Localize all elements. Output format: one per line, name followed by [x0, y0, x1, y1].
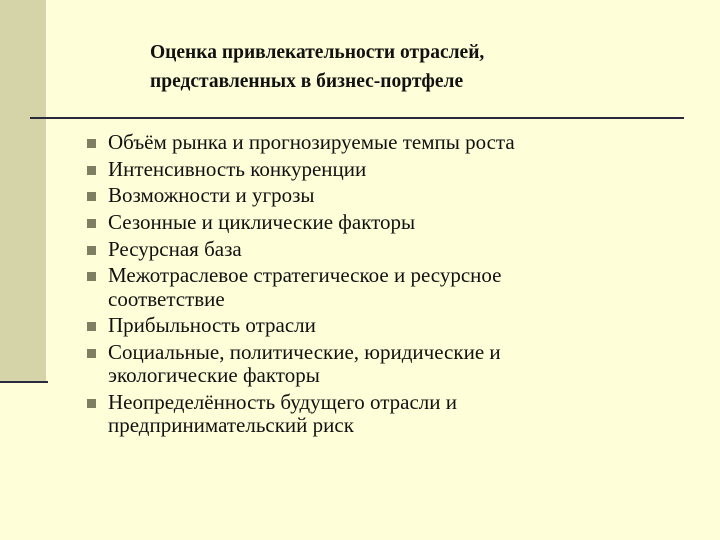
bullet-item	[87, 264, 707, 311]
square-bullet-icon	[87, 272, 96, 281]
bullet-text: Возможности и угрозы	[108, 183, 315, 208]
bullet-item	[87, 341, 707, 388]
bullet-text: Сезонные и циклические факторы	[108, 210, 416, 235]
title-divider	[30, 117, 684, 119]
bullet-text: Прибыльность отрасли	[108, 313, 316, 338]
slide-title-line-2: представленных в бизнес-портфеле	[150, 71, 464, 92]
bullet-item	[87, 238, 707, 261]
square-bullet-icon	[87, 139, 96, 148]
slide-title-line-1: Оценка привлекательности отраслей,	[150, 42, 485, 63]
bullet-text: Интенсивность конкуренции	[108, 156, 367, 181]
bullet-item	[87, 314, 707, 337]
square-bullet-icon	[87, 349, 96, 358]
bullet-text: Межотраслевое стратегическое и ресурсное	[108, 263, 502, 288]
bullet-text: Неопределённость будущего отрасли и	[108, 390, 457, 415]
bullet-item	[87, 158, 707, 181]
decorative-side-bar	[0, 0, 46, 382]
bullet-text: Социальные, политические, юридические и	[108, 340, 501, 365]
side-bar-underline	[0, 381, 48, 383]
square-bullet-icon	[87, 399, 96, 408]
bullet-list	[87, 131, 707, 441]
bullet-item	[87, 131, 707, 154]
square-bullet-icon	[87, 246, 96, 255]
bullet-text: Ресурсная база	[108, 236, 242, 261]
square-bullet-icon	[87, 166, 96, 175]
square-bullet-icon	[87, 219, 96, 228]
bullet-item	[87, 211, 707, 234]
slide-title	[150, 38, 670, 96]
square-bullet-icon	[87, 192, 96, 201]
bullet-text-continuation: предпринимательский риск	[108, 413, 354, 438]
bullet-item	[87, 391, 707, 438]
square-bullet-icon	[87, 322, 96, 331]
bullet-text-continuation: экологические факторы	[108, 363, 320, 388]
bullet-text: Объём рынка и прогнозируемые темпы роста	[108, 130, 515, 154]
bullet-text-continuation: соответствие	[108, 286, 225, 311]
bullet-item	[87, 184, 707, 207]
